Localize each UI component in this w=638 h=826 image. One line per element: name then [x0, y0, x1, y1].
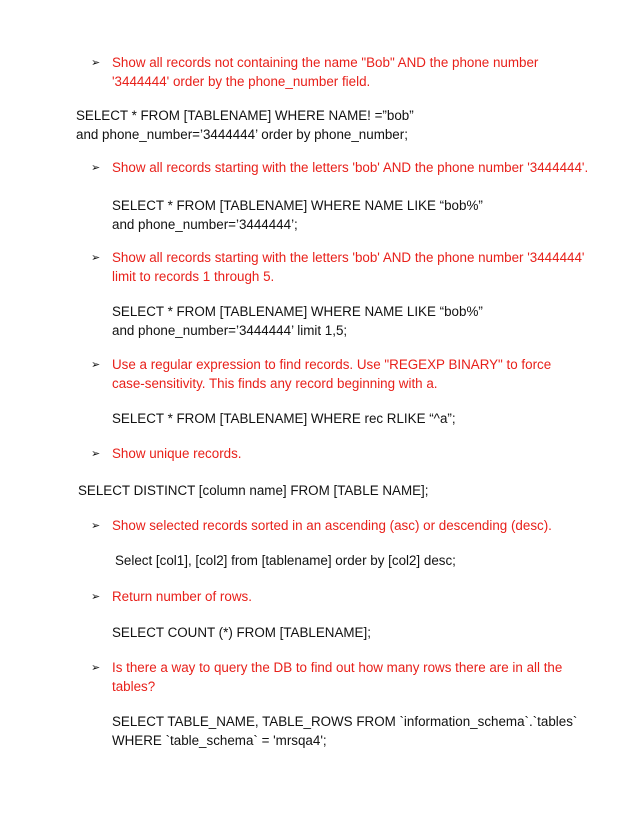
sql-6: Select [col1], [col2] from [tablename] order by [col2] desc; — [115, 553, 456, 568]
sql-4: SELECT * FROM [TABLENAME] WHERE rec RLIKE “^a”; — [112, 411, 456, 426]
sql-8: SELECT TABLE_NAME, TABLE_ROWS FROM `information_schema`.`tables` WHERE `table_schema` = 'mrsqa4'; — [112, 714, 578, 748]
arrow-bullet-icon: ➢ — [91, 161, 101, 174]
question-5-text: Show unique records. — [112, 446, 242, 461]
question-2 — [91, 158, 621, 177]
arrow-bullet-icon: ➢ — [91, 56, 101, 69]
question-8 — [91, 658, 576, 696]
question-5 — [91, 444, 606, 463]
question-4 — [91, 355, 586, 393]
question-8-text: Is there a way to query the DB to find out how many rows there are in all the tables? — [112, 660, 563, 694]
question-7-text: Return number of rows. — [112, 589, 252, 604]
arrow-bullet-icon: ➢ — [91, 447, 101, 460]
sql-5: SELECT DISTINCT [column name] FROM [TABLE NAME]; — [78, 483, 429, 498]
arrow-bullet-icon: ➢ — [91, 661, 101, 674]
question-7 — [91, 587, 606, 606]
question-3-text: Show all records starting with the letters 'bob' AND the phone number '3444444' limit to records 1 through 5. — [112, 250, 585, 284]
question-1-text: Show all records not containing the name "Bob" AND the phone number '3444444' order by the phone_number field. — [112, 55, 539, 89]
sql-7: SELECT COUNT (*) FROM [TABLENAME]; — [112, 625, 371, 640]
question-2-text: Show all records starting with the letters 'bob' AND the phone number '3444444'. — [112, 160, 589, 175]
sql-2: SELECT * FROM [TABLENAME] WHERE NAME LIKE “bob%” and phone_number=’3444444’; — [112, 198, 483, 232]
arrow-bullet-icon: ➢ — [91, 358, 101, 371]
question-3 — [91, 248, 606, 286]
sql-1: SELECT * FROM [TABLENAME] WHERE NAME! =”bob” and phone_number=’3444444’ order by phone_number; — [76, 108, 414, 142]
question-6 — [91, 516, 606, 535]
arrow-bullet-icon: ➢ — [91, 590, 101, 603]
question-6-text: Show selected records sorted in an ascending (asc) or descending (desc). — [112, 518, 552, 533]
sql-3: SELECT * FROM [TABLENAME] WHERE NAME LIKE “bob%” and phone_number=’3444444’ limit 1,5; — [112, 304, 483, 338]
question-4-text: Use a regular expression to find records. Use "REGEXP BINARY" to force case-sensitivity. This finds any record beginning with a. — [112, 357, 552, 391]
question-1 — [91, 53, 561, 91]
arrow-bullet-icon: ➢ — [91, 251, 101, 264]
arrow-bullet-icon: ➢ — [91, 519, 101, 532]
